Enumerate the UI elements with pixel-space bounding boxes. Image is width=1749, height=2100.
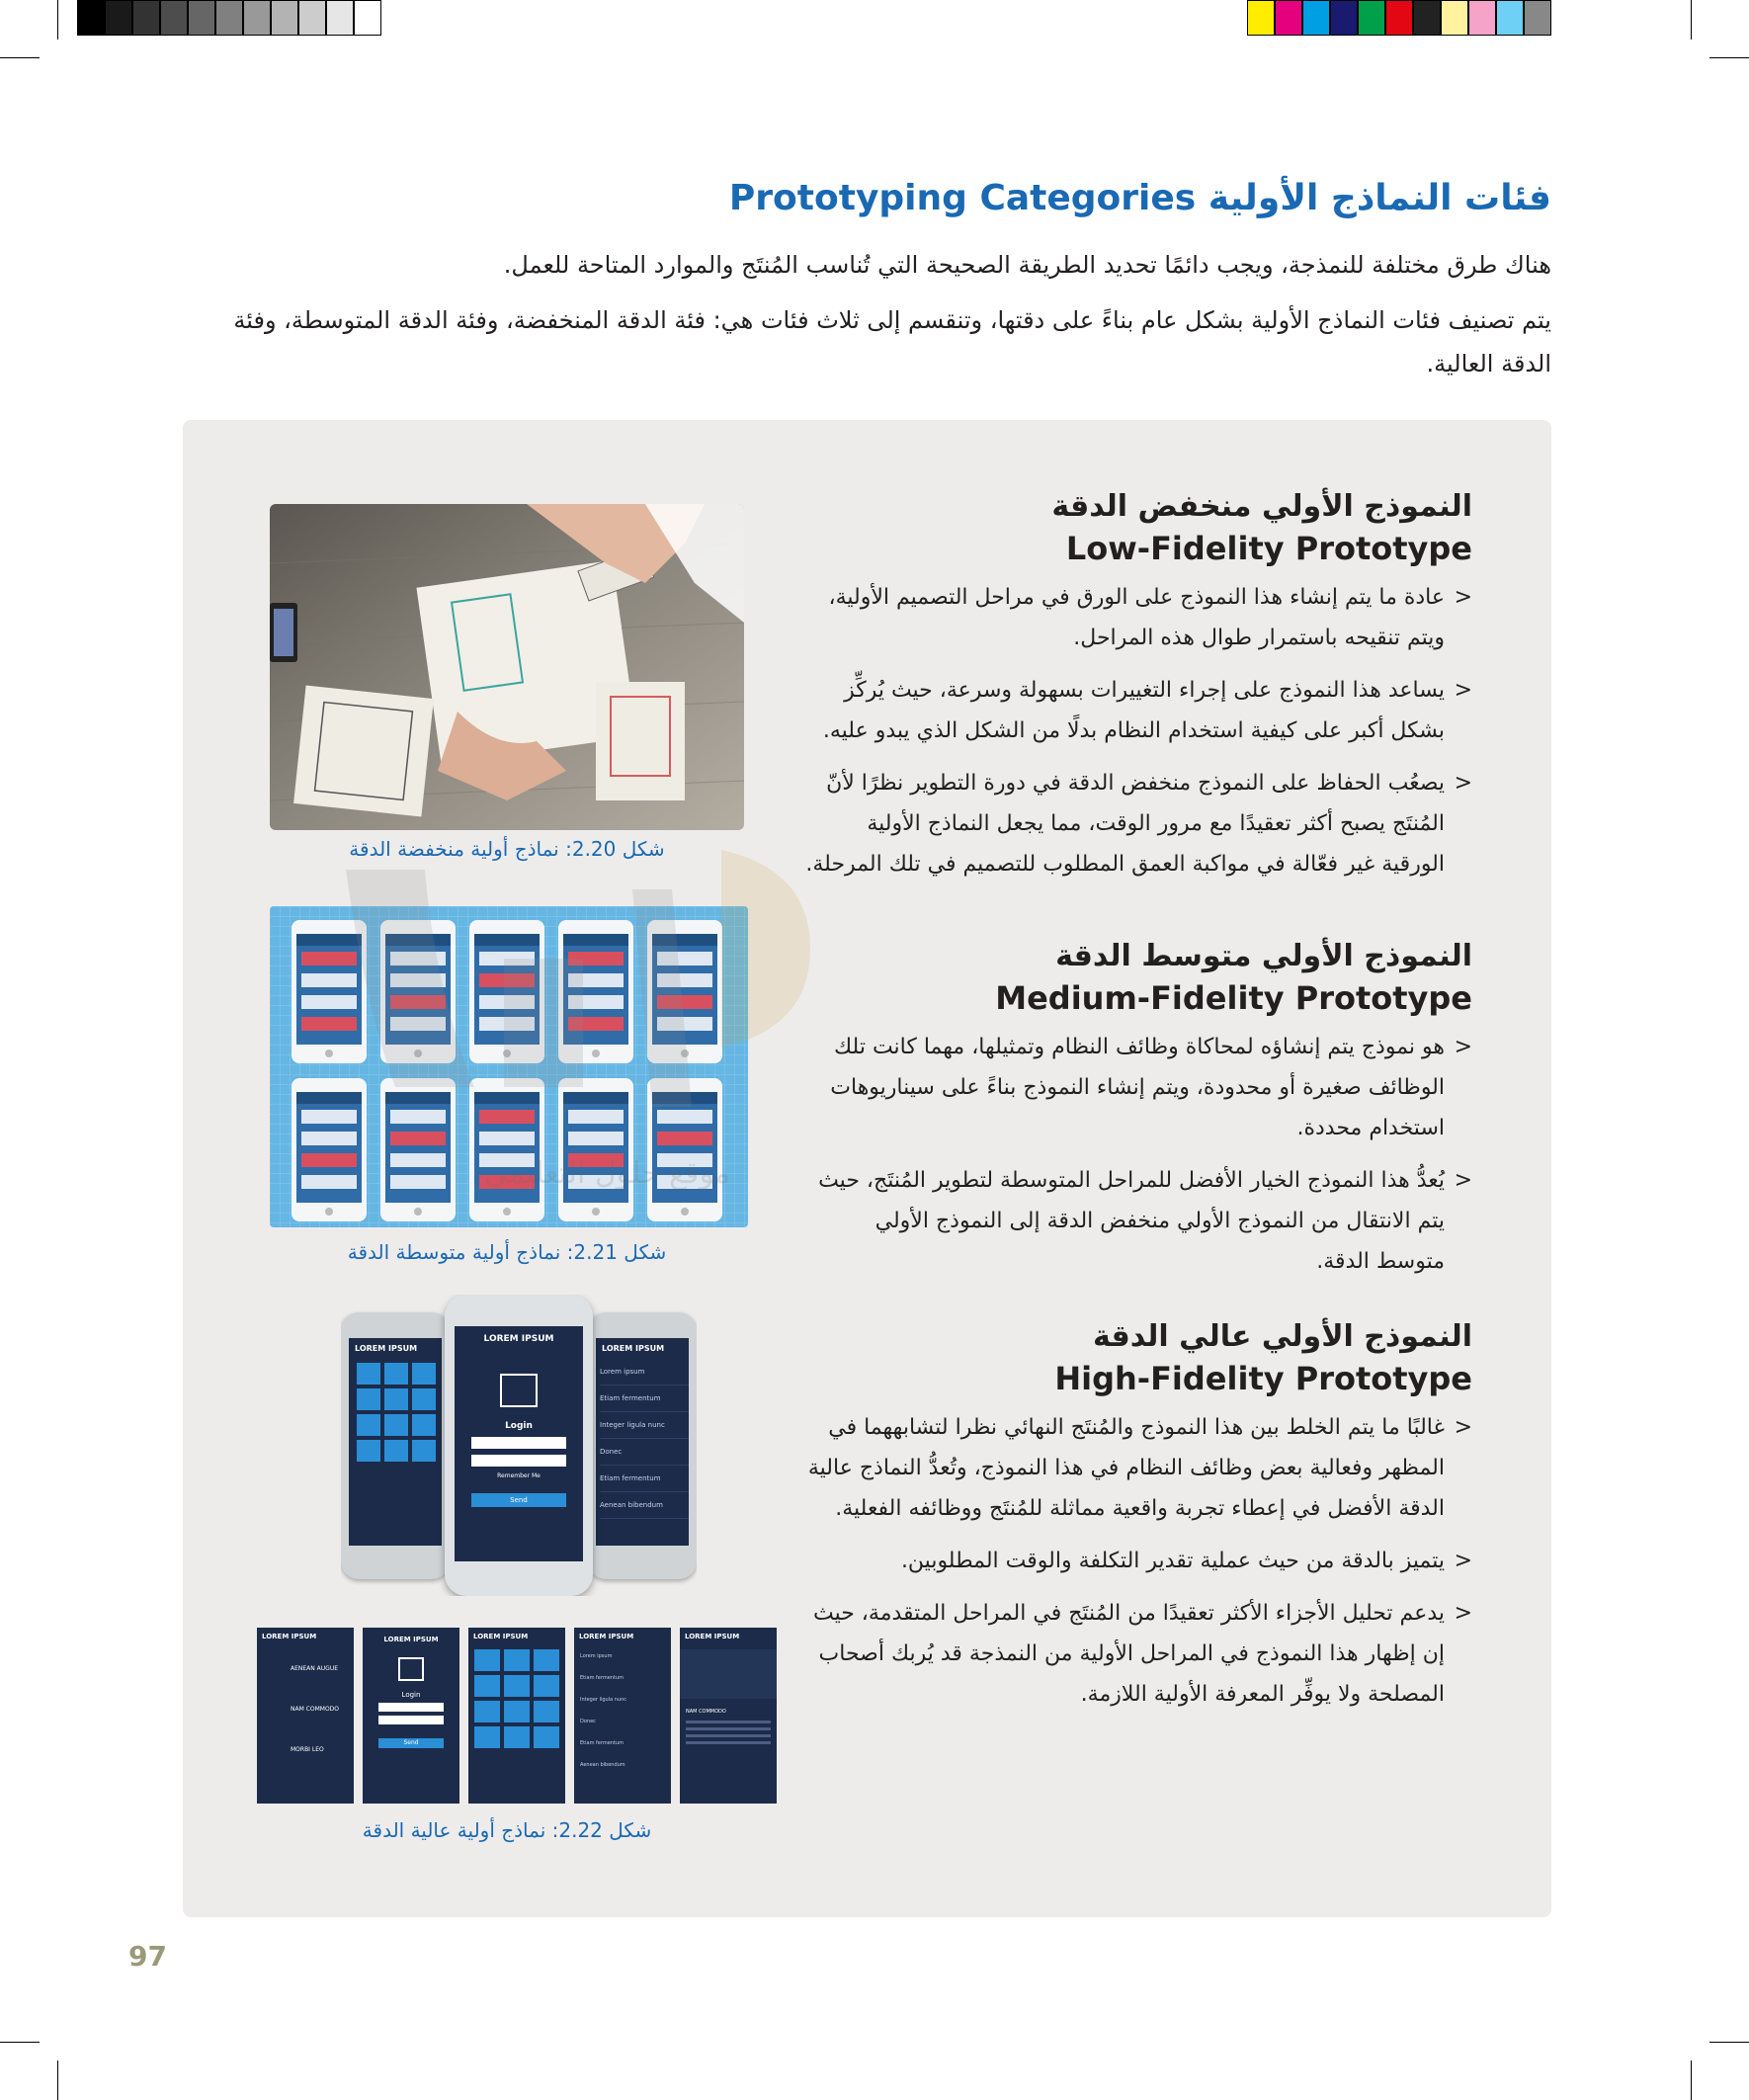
crop-mark	[57, 0, 58, 40]
wireframe-phone	[292, 1078, 367, 1221]
list-item: Aenean bibendum	[580, 1762, 625, 1768]
app-header: LOREM IPSUM	[473, 1633, 529, 1640]
low-fidelity-bullet: < عادة ما يتم إنشاء هذا النموذج على الورق في مراحل التصميم الأولية، ويتم تنقيحه باستمرار طوال هذه المراحل.	[800, 577, 1472, 658]
login-icon	[398, 1657, 424, 1681]
password-field	[471, 1455, 566, 1467]
low-fidelity-bullet: < يصعُب الحفاظ على النموذج منخفض الدقة في دورة التطوير نظرًا لأنّ المُنتَج يصبح أكثر تعقيدًا مع مرور الوقت، مما يجعل النماذج الأولية الورقية غير فعّالة في مواكبة العمق المطلوب للتصميم في تلك المرحلة.	[800, 763, 1472, 884]
contact-item: MORBI LEO	[291, 1746, 324, 1753]
page-title: فئات النماذج الأولية Prototyping Categories	[728, 178, 1551, 218]
list-item: Etiam fermentum	[580, 1740, 624, 1746]
page-number: 97	[128, 1940, 167, 1973]
phone-left	[341, 1312, 450, 1579]
medium-fidelity-bullet: < هو نموذج يتم إنشاؤه لمحاكاة وظائف النظام وتمثيلها، مهما كانت تلك الوظائف صغيرة أو محدودة، ويتم إنشاء النموذج بناءً على سيناريوهات استخدام محددة.	[800, 1027, 1472, 1148]
crop-mark	[1691, 0, 1692, 40]
list-item: Integer ligula nunc	[600, 1412, 689, 1439]
crop-mark	[1709, 57, 1749, 58]
article-title: NAM COMMODO	[686, 1709, 726, 1715]
figure-high-fidelity-screens	[257, 1628, 781, 1804]
screen-grid	[468, 1628, 565, 1804]
medium-fidelity-heading-ar: النموذج الأولي متوسط الدقة	[1055, 939, 1472, 973]
section-medium-fidelity	[800, 939, 1472, 1294]
wireframe-phone	[558, 920, 633, 1063]
medium-fidelity-heading-en: Medium-Fidelity Prototype	[995, 979, 1472, 1017]
figure-2-21-caption: شكل 2.21: نماذج أولية متوسطة الدقة	[347, 1240, 667, 1264]
wireframe-phone	[292, 920, 367, 1063]
login-label: Login	[505, 1421, 533, 1431]
contact-item: NAM COMMODO	[291, 1706, 340, 1713]
wireframe-phone	[647, 920, 722, 1063]
list-item: Etiam fermentum	[600, 1386, 689, 1412]
list-item: Etiam fermentum	[600, 1466, 689, 1492]
screen-contacts	[257, 1628, 354, 1804]
wireframe-phone	[469, 1078, 544, 1221]
phone-right	[588, 1312, 697, 1579]
icon-grid	[349, 1359, 442, 1466]
list-item: Lorem ipsum	[580, 1653, 613, 1659]
figure-medium-fidelity-wireframes	[270, 906, 748, 1227]
crop-mark	[1691, 2060, 1692, 2100]
login-icon	[500, 1374, 538, 1407]
list-item: Etiam fermentum	[580, 1675, 624, 1681]
wireframe-phone	[469, 920, 544, 1063]
intro-paragraph-1: هناك طرق مختلفة للنمذجة، ويجب دائمًا تحديد الطريقة الصحيحة التي تُناسب المُنتَج والموارد المتاحة للعمل.	[503, 251, 1551, 279]
app-header: LOREM IPSUM	[579, 1633, 634, 1640]
color-bar	[1247, 0, 1551, 42]
send-button: Send	[471, 1493, 566, 1507]
figure-2-20-caption: شكل 2.20: نماذج أولية منخفضة الدقة	[349, 837, 665, 861]
remember-me-label: Remember Me	[497, 1472, 541, 1479]
high-fidelity-bullet: < يتميز بالدقة من حيث عملية تقدير التكلفة والوقت المطلوبين.	[791, 1541, 1472, 1581]
figure-low-fidelity-photo	[270, 504, 744, 830]
low-fidelity-bullet: < يساعد هذا النموذج على إجراء التغييرات بسهولة وسرعة، حيث يُركِّز بشكل أكبر على كيفية استخدام النظام بدلًا من الشكل الذي يبدو عليه.	[800, 670, 1472, 751]
section-low-fidelity	[800, 489, 1472, 896]
crop-mark	[57, 2060, 58, 2100]
high-fidelity-bullet: < يدعم تحليل الأجزاء الأكثر تعقيدًا من المُنتَج في المراحل المتقدمة، حيث إن إظهار هذا النموذج في المراحل الأولية من النمذجة قد يُربك أصحاب المصلحة ولا يوفِّر المعرفة الأولية اللازمة.	[791, 1593, 1472, 1715]
intro-paragraph-2: يتم تصنيف فئات النماذج الأولية بشكل عام بناءً على دقتها، وتنقسم إلى ثلاث فئات هي: فئة الدقة المنخفضة، وفئة الدقة المتوسطة، وفئة الدقة العالية.	[233, 306, 1551, 378]
username-field	[471, 1437, 566, 1449]
low-fidelity-heading-en: Low-Fidelity Prototype	[1065, 530, 1472, 567]
figure-2-22-caption: شكل 2.22: نماذج أولية عالية الدقة	[362, 1818, 652, 1842]
list-item: Integer ligula nunc	[580, 1697, 626, 1703]
high-fidelity-heading-en: High-Fidelity Prototype	[1054, 1360, 1472, 1397]
grayscale-bar	[77, 0, 381, 42]
medium-fidelity-bullet: < يُعدُّ هذا النموذج الخيار الأفضل للمراحل المتوسطة لتطوير المُنتَج، حيث يتم الانتقال من النموذج الأولي منخفض الدقة إلى النموذج الأولي متوسط الدقة.	[800, 1160, 1472, 1282]
list-item: Donec	[580, 1719, 596, 1724]
section-high-fidelity	[791, 1319, 1472, 1726]
crop-mark	[0, 57, 40, 58]
content-panel	[183, 420, 1551, 1917]
app-header: LOREM IPSUM	[483, 1334, 554, 1344]
wireframe-phone	[380, 1078, 456, 1221]
app-header: LOREM IPSUM	[262, 1633, 317, 1640]
app-header: LOREM IPSUM	[355, 1344, 418, 1353]
phone-center	[445, 1295, 593, 1596]
app-header: LOREM IPSUM	[602, 1344, 665, 1353]
figure-high-fidelity-phones	[341, 1295, 697, 1596]
wireframe-phone	[558, 1078, 633, 1221]
login-label: Login	[401, 1691, 421, 1699]
app-header: LOREM IPSUM	[383, 1636, 439, 1643]
high-fidelity-heading-ar: النموذج الأولي عالي الدقة	[1092, 1319, 1472, 1354]
app-header: LOREM IPSUM	[685, 1633, 740, 1640]
send-button: Send	[378, 1738, 444, 1748]
list-item: Lorem ipsum	[600, 1359, 689, 1386]
crop-mark	[1709, 2042, 1749, 2043]
screen-login	[363, 1628, 459, 1804]
screen-article	[680, 1628, 777, 1804]
list-item: Aenean bibendum	[600, 1492, 689, 1519]
wireframe-phone	[647, 1078, 722, 1221]
wireframe-phone	[380, 920, 456, 1063]
high-fidelity-bullet: < غالبًا ما يتم الخلط بين هذا النموذج والمُنتَج النهائي نظرا لتشابههما في المظهر وفعالية بعض وظائف النظام في هذا النموذج، وتُعدُّ النماذج عالية الدقة الأفضل في إعطاء تجربة واقعية مماثلة للمُنتَج ووظائفه الفعلية.	[791, 1407, 1472, 1529]
list-item: Donec	[600, 1439, 689, 1466]
crop-mark	[0, 2042, 40, 2043]
contact-item: AENEAN AUGUE	[291, 1665, 339, 1672]
screen-list	[574, 1628, 671, 1804]
low-fidelity-heading-ar: النموذج الأولي منخفض الدقة	[1051, 489, 1472, 524]
